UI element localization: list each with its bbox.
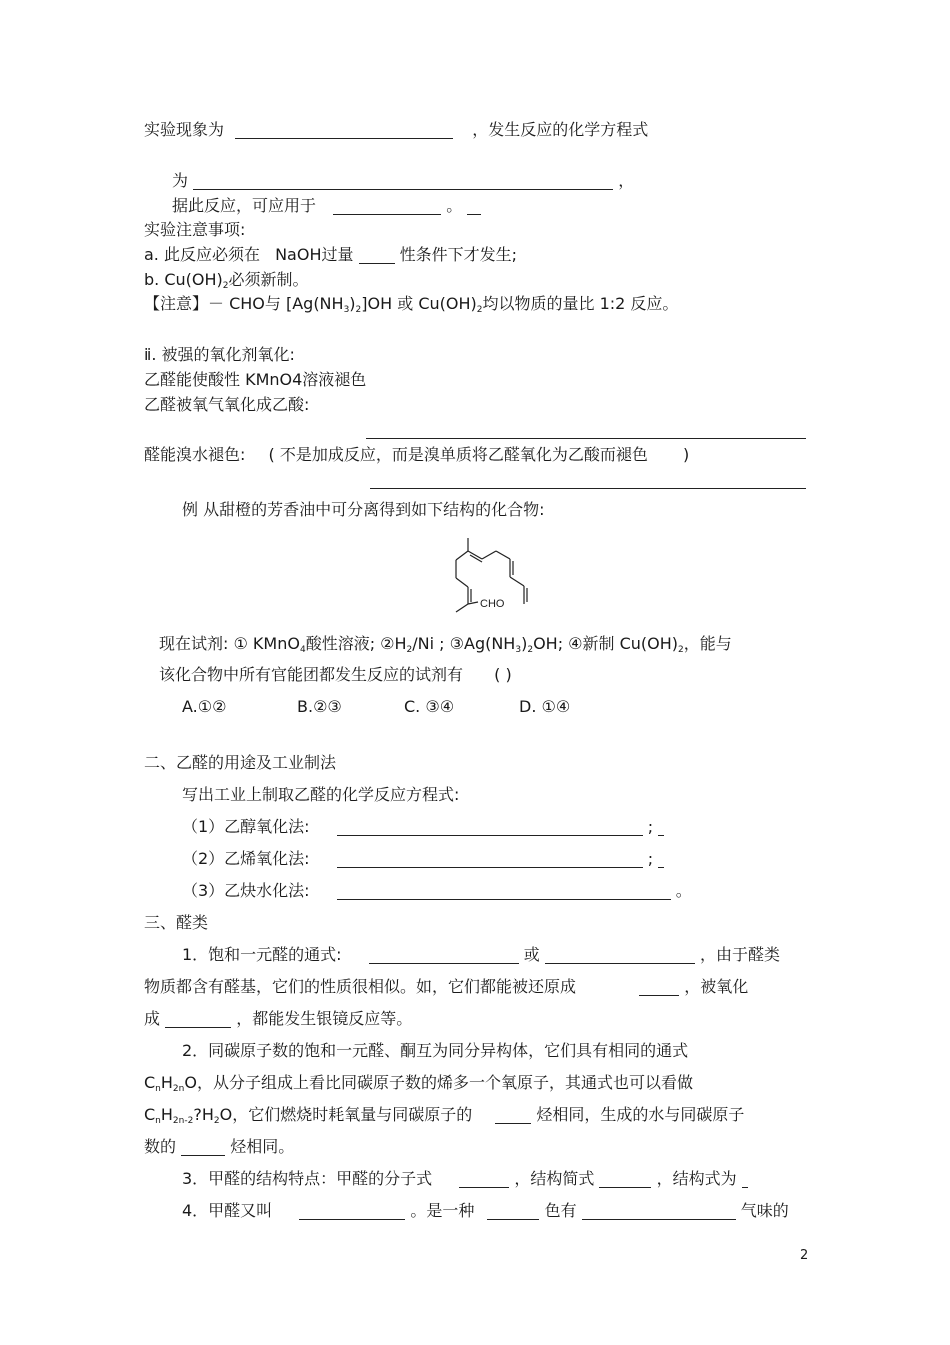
item-1-line-2: 物质都含有醛基，它们的性质很相似。如，它们都能被还原成 ，被氧化 — [144, 977, 749, 996]
method-ethanol: （1）乙醇氧化法: ; — [182, 817, 664, 837]
line-equation: 为 ， — [172, 171, 635, 190]
blank — [545, 947, 695, 964]
blank — [333, 198, 441, 215]
item-4: 4．甲醛又叫 。是一种 色有 气味的 — [182, 1201, 789, 1220]
item-2-line-1: 2．同碳原子数的饱和一元醛、酮互为同分异构体，它们具有相同的通式 — [182, 1041, 689, 1060]
option-b: B.②③ — [297, 697, 342, 716]
molecule-structure-diagram — [440, 534, 550, 614]
cho-label: CHO — [480, 598, 505, 610]
line-experiment-phenomenon: 实验现象为 ，发生反应的化学方程式 — [144, 120, 649, 139]
line-bromine-water: 醛能溴水褪色: ( 不是加成反应，而是溴单质将乙醛氧化为乙酸而褪色 ) — [144, 445, 690, 464]
blank — [742, 1171, 748, 1188]
blank — [459, 1171, 509, 1188]
section-3-heading: 三、醛类 — [144, 913, 209, 932]
item-2-line-4: 数的 烃相同。 — [144, 1137, 295, 1156]
blank — [467, 198, 481, 215]
line-application: 据此反应，可应用于 。 — [172, 196, 481, 216]
line-note-b: b. $Cu(OH)_2$必须新制。 — [144, 270, 309, 291]
blank — [639, 979, 679, 996]
blank — [369, 947, 519, 964]
blank — [582, 1203, 736, 1220]
blank — [337, 819, 643, 836]
blank — [165, 1011, 231, 1028]
blank — [235, 122, 453, 139]
blank — [337, 851, 643, 868]
method-acetylene: （3）乙炔水化法: 。 — [182, 881, 692, 900]
blank — [337, 883, 671, 900]
section-2-intro: 写出工业上制取乙醛的化学反应方程式: — [182, 785, 460, 804]
line-oxygen: 乙醛被氧气氧化成乙酸: — [144, 395, 310, 414]
line-attention: 【注意】－ CHO与 $[Ag(NH_3)_2]OH$ 或 $Cu(OH)_2$均以物质的量比 1:2 反应。 — [144, 294, 679, 315]
item-3: 3．甲醛的结构特点：甲醛的分子式 ，结构简式 ，结构式为 — [182, 1169, 748, 1189]
option-c: C. ③④ — [404, 697, 455, 716]
blank — [658, 851, 664, 868]
line-note-a: a. 此反应必须在 NaOH过量 性条件下才发生; — [144, 245, 518, 264]
item-2-line-3: $C_nH_{2n-2}?H_2O$，它们燃烧时耗氧量与同碳原子的 烃相同，生成的水与同碳原子 — [144, 1105, 745, 1126]
line-example: 例 从甜橙的芳香油中可分离得到如下结构的化合物: — [182, 500, 545, 519]
method-ethylene: （2）乙烯氧化法: ; — [182, 849, 664, 869]
blank — [599, 1171, 651, 1188]
blank — [658, 819, 664, 836]
option-d: D. ①④ — [519, 697, 571, 716]
answer-line — [366, 438, 806, 439]
page-number: 2 — [800, 1248, 809, 1263]
blank — [359, 247, 395, 264]
answer-line — [370, 488, 806, 489]
line-strong-oxidant: ⅱ. 被强的氧化剂氧化: — [144, 345, 295, 364]
blank — [495, 1107, 531, 1124]
blank — [299, 1203, 405, 1220]
line-notes-title: 实验注意事项: — [144, 220, 246, 239]
line-reagents: 现在试剂: ① KMnO$_4$酸性溶液; $②H_2/Ni$ ; $③Ag(NH_3)_2OH$; ④新制 $Cu(OH)_2$，能与 — [159, 634, 732, 655]
item-1-line-3: 成 ，都能发生银镜反应等。 — [144, 1009, 413, 1028]
line-question: 该化合物中所有官能团都发生反应的试剂有 ( ) — [159, 665, 512, 684]
section-2-heading: 二、乙醛的用途及工业制法 — [144, 753, 337, 772]
blank — [487, 1203, 539, 1220]
item-1-line-1: 1．饱和一元醛的通式: 或 ，由于醛类 — [182, 945, 780, 964]
item-2-line-2: $C_nH_{2n}O$，从分子组成上看比同碳原子数的烯多一个氧原子，其通式也可以看做 — [144, 1073, 693, 1094]
line-kmno4: 乙醛能使酸性 KMnO4溶液褪色 — [144, 370, 367, 389]
blank — [193, 173, 613, 190]
blank — [181, 1139, 225, 1156]
option-a: A.①② — [182, 697, 227, 716]
